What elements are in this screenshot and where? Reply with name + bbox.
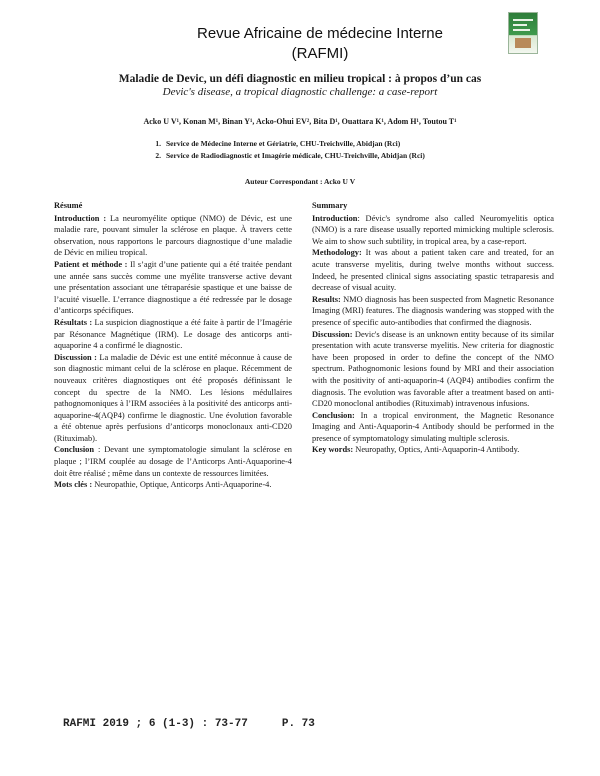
section-label: Conclusion bbox=[54, 445, 95, 455]
section-text: It was about a patient taken care and treated, for an acute transverse myelitis, during twelve months without success. Indeed, he presented clinical signs associating spastic tetraparesis and decrease of visual acuity. bbox=[312, 248, 554, 293]
section-label: Introduction bbox=[312, 213, 358, 223]
section-text: La neuromyélite optique (NMO) de Dévic, est une maladie rare, pouvant simuler la sclérose en plaque. À travers cette observation, nous rapportons le parcours diagnostique d’une maladie de Dévic en milieu tropical. bbox=[54, 213, 293, 258]
resume-heading: Résumé bbox=[54, 201, 83, 210]
section-label: Discussion : bbox=[54, 352, 97, 362]
affiliation-number: 1. bbox=[155, 139, 161, 148]
section-text: : Dévic's syndrome also called Neuromyelitis optica (NMO) is a rare disease usually reported mimicking multiple sclerosis. We aim to show such subtility, in tropical area, by a case-report. bbox=[312, 213, 554, 246]
resume-conclusion bbox=[54, 444, 292, 479]
journal-cover-thumbnail bbox=[508, 12, 538, 54]
resume-introduction bbox=[54, 213, 292, 259]
affiliation-item bbox=[145, 138, 505, 150]
section-text: Devic's disease is an unknown entity because of its similar presentation with acute transverse myelitis. New criteria for diagnostic have been proposed in order to define the concept of the NMO spectrum. Pathognomonic lesions found by MRI and their association with the positivity of anti-aquaporin-4 (AQP4) antibodies confirm the diagnosis. The evolution was favorable after a treatment based on anti-CD20 monoclonal antibodies (Rituximab) intravenous infusions. bbox=[312, 329, 554, 409]
resume-column bbox=[54, 200, 292, 491]
page-number: P. 73 bbox=[281, 718, 315, 730]
affiliation-item bbox=[145, 150, 505, 162]
section-text: La suspicion diagnostique a été faite à partir de l’Imagérie par Résonance Magnétique (IRM). Le dosage des anticorps anti-aquaporine 4 a confirmé le diagnostic. bbox=[54, 317, 292, 351]
article-title: Maladie de Devic, un défi diagnostic en milieu tropical : à propos d’un cas bbox=[118, 73, 482, 85]
section-label: Methodology: bbox=[312, 248, 362, 258]
resume-keywords bbox=[54, 479, 292, 491]
section-label: Patient et méthode : bbox=[54, 259, 128, 269]
section-text: La maladie de Dévic est une entité méconnue à cause de son diagnostic mimant celui de la sclérose en plaque. Récemment de nouveaux critères diagnostiques ont été proposés définissant le concept du spectre de la NMO. Les lésions médullaires pathognomoniques à l’IRM associées à la positivité des anticorps anti- aquaporine-4(AQP4) confirme le diagnostic. Une évolution favorable a été obtenue après perfusions d’anticorps monoclonaux anti-CD20 (Rituximab). bbox=[54, 352, 292, 443]
section-label: Key words: bbox=[312, 445, 354, 455]
journal-acronym: (RAFMI) bbox=[291, 45, 349, 62]
summary-introduction bbox=[312, 213, 554, 248]
section-label: Conclusion: bbox=[312, 410, 355, 420]
article-subtitle: Devic's disease, a tropical diagnostic challenge: a case-report bbox=[162, 86, 438, 98]
summary-conclusion bbox=[312, 410, 554, 445]
summary-keywords bbox=[312, 444, 554, 456]
section-label: Résultats : bbox=[54, 317, 93, 327]
resume-results bbox=[54, 317, 292, 352]
affiliation-number: 2. bbox=[155, 151, 161, 160]
section-text: In a tropical environment, the Magnetic Resonance Imaging and Anti-Aquaporin-4 Antibody should be performed in the presence of symptomatology simulating multiple sclerosis. bbox=[312, 410, 554, 443]
summary-methodology bbox=[312, 247, 554, 293]
section-label: Mots clés : bbox=[54, 480, 93, 490]
summary-discussion bbox=[312, 329, 554, 410]
section-text: Il s’agit d’une patiente qui a été traitée pendant une année sans succès comme une myélite transverse active devant une présentation associant une tétraparésie spastique et une baisse de l’acuité visuelle. L’errance diagnostique a été redressée par le dosage d’anticorps spécifiques. bbox=[54, 259, 292, 316]
affiliations bbox=[145, 138, 505, 162]
summary-results bbox=[312, 294, 554, 329]
section-label: Introduction : bbox=[54, 213, 107, 223]
section-text: : Devant une symptomatologie simulant la sclérose en plaque ; l’IRM couplée au dosage de l’Anticorps Anti-Aquaporine-4 doit être réalisé ; même dans un contexte de ressources limitées. bbox=[54, 445, 292, 478]
footer-citation: RAFMI 2019 ; 6 (1-3) : 73-77 bbox=[63, 718, 248, 730]
corresponding-author: Auteur Correspondant : Acko U V bbox=[244, 177, 356, 186]
affiliation-text: Service de Radiodiagnostic et Imagérie médicale, CHU-Treichville, Abidjan (Rci) bbox=[166, 151, 425, 160]
section-label: Discussion: bbox=[312, 329, 353, 339]
section-label: Results: bbox=[312, 294, 341, 304]
article-authors: Acko U V¹, Konan M¹, Binan Y¹, Acko-Ohui EV², Bita D¹, Ouattara K¹, Adom H¹, Toutou T¹ bbox=[143, 117, 457, 126]
summary-column bbox=[312, 200, 554, 456]
section-text: NMO diagnosis has been suspected from Magnetic Resonance Imaging (MRI) features. The diagnosis wandering was stopped with the presence of specific auto-antibodies that confirmed the diagnosis. bbox=[312, 294, 554, 327]
page-footer bbox=[63, 718, 315, 730]
resume-discussion bbox=[54, 352, 292, 445]
section-text: Neuropathy, Optics, Anti-Aquaporin-4 Antibody. bbox=[353, 445, 520, 455]
resume-patient-method bbox=[54, 259, 292, 317]
summary-heading: Summary bbox=[312, 201, 348, 210]
journal-header bbox=[150, 24, 490, 64]
affiliation-text: Service de Médecine Interne et Gériatrie, CHU-Treichville, Abidjan (Rci) bbox=[166, 139, 401, 148]
section-text: Neuropathie, Optique, Anticorps Anti-Aquaporine-4. bbox=[92, 480, 272, 490]
journal-name: Revue Africaine de médecine Interne bbox=[197, 25, 443, 42]
